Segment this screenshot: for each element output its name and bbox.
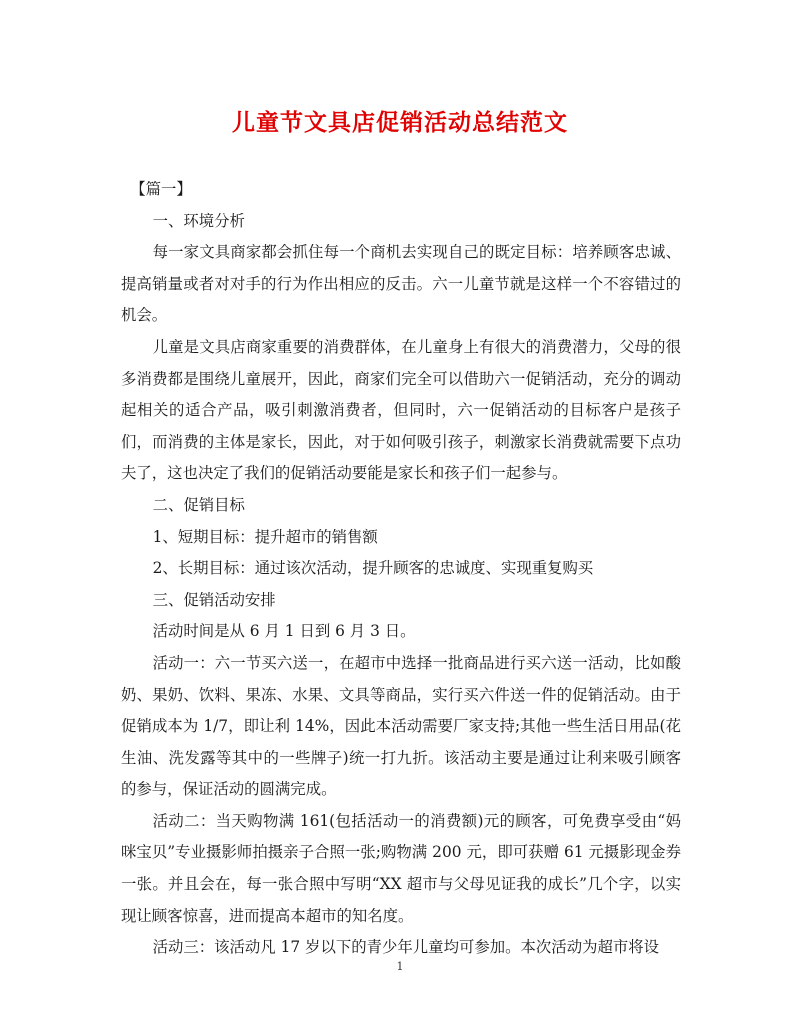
paragraph-activity-two: 活动二：当天购物满 161(包括活动一的消费额)元的顾客，可免费享受由“妈咪宝贝”专业摄影师拍摄亲子合照一张;购物满 200 元，即可获赠 61 元摄影现金券一张。并且会在，每一张合照中写明“XX 超市与父母见证我的成长”几个字，以实现让顾客惊喜，进而提高本超市的知名度。	[121, 811, 681, 925]
paragraph-activity-one: 活动一：六一节买六送一，在超市中选择一批商品进行买六送一活动，比如酸奶、果奶、饮料、果冻、水果、文具等商品，实行买六件送一件的促销活动。由于促销成本为 1/7，即让利 14%，因此本活动需要厂家支持;其他一些生活日用品(花生油、洗发露等其中的一些牌子)统一打九折。该活动主要是通过让利来吸引顾客的参与，保证活动的圆满完成。	[121, 653, 681, 799]
heading-environment-analysis: 一、环境分析	[152, 211, 245, 230]
document-title: 儿童节文具店促销活动总结范文	[232, 110, 568, 136]
goal-long-term: 2、长期目标：通过该次活动，提升顾客的忠诚度、实现重复购买	[152, 559, 594, 578]
paragraph-activity-time: 活动时间是从 6 月 1 日到 6 月 3 日。	[152, 622, 416, 641]
page-number: 1	[396, 960, 404, 973]
paragraph-activity-three: 活动三：该活动凡 17 岁以下的青少年儿童均可参加。本次活动为超市将设	[152, 938, 660, 957]
paragraph-children-consumers: 儿童是文具店商家重要的消费群体，在儿童身上有很大的消费潜力，父母的很多消费都是围绕儿童展开，因此，商家们完全可以借助六一促销活动，充分的调动起相关的适合产品，吸引刺激消费者，但同时，六一促销活动的目标客户是孩子们，而消费的主体是家长，因此，对于如何吸引孩子，刺激家长消费就需要下点功夫了，这也决定了我们的促销活动要能是家长和孩子们一起参与。	[121, 337, 681, 483]
paragraph-opportunity: 每一家文具商家都会抓住每一个商机去实现自己的既定目标：培养顾客忠诚、提高销量或者对对手的行为作出相应的反击。六一儿童节就是这样一个不容错过的机会。	[121, 243, 681, 325]
heading-promotion-goals: 二、促销目标	[152, 495, 245, 514]
goal-short-term: 1、短期目标：提升超市的销售额	[152, 527, 378, 546]
section-marker: 【篇一】	[130, 180, 192, 198]
document-body	[121, 174, 681, 964]
heading-activity-schedule: 三、促销活动安排	[152, 590, 276, 609]
